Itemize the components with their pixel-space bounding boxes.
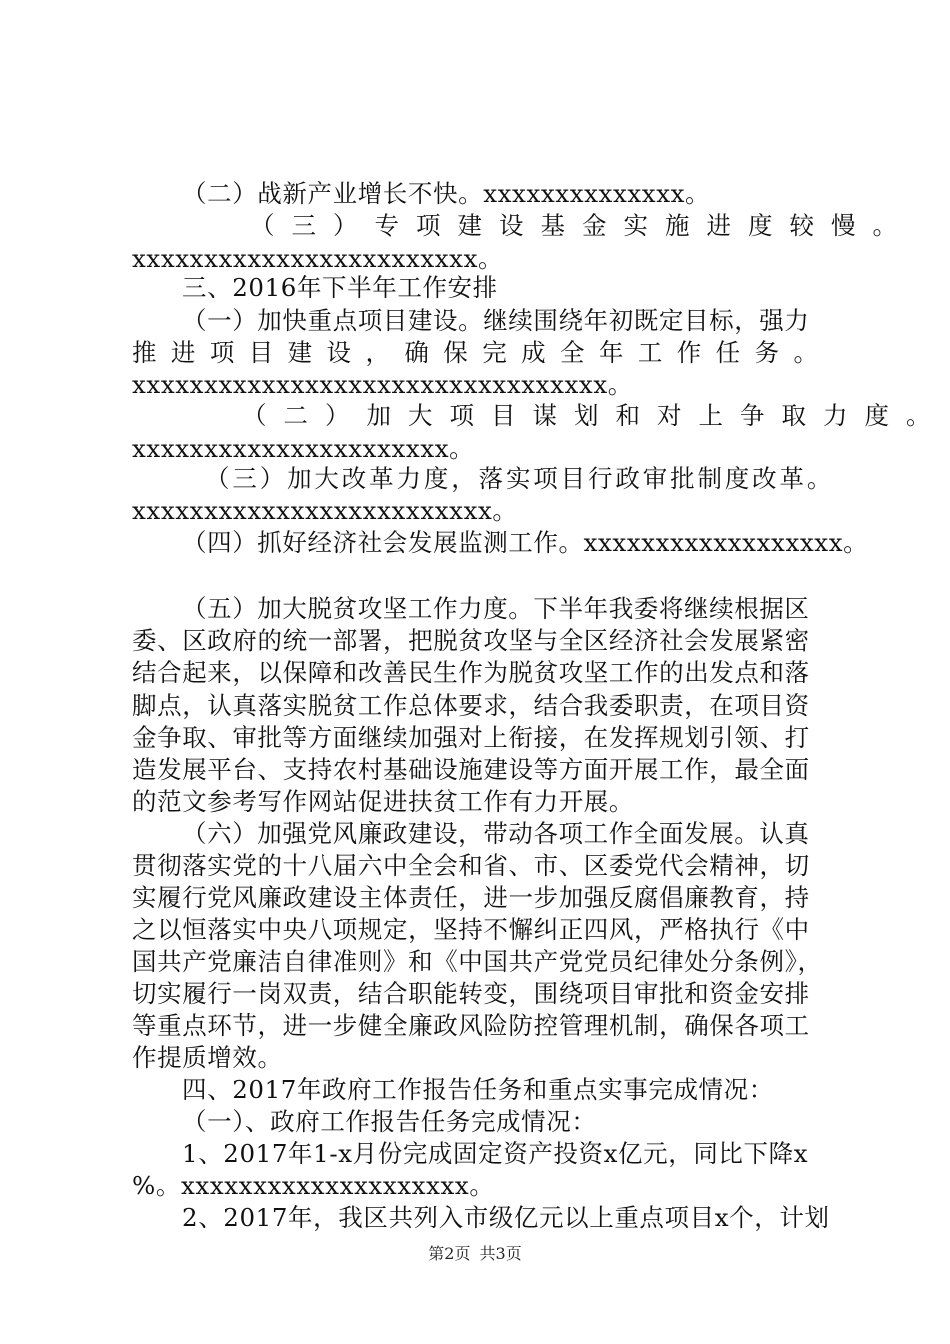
paragraph-line: xxxxxxxxxxxxxxxxxxxxxx。 (132, 434, 475, 463)
paragraph-line: （五）加大脱贫攻坚工作力度。下半年我委将继续根据区 (182, 594, 810, 623)
paragraph-line: 推进项目建设，确保完成全年工作任务。 (132, 338, 832, 367)
section-heading: 四、2017年政府工作报告任务和重点实事完成情况： (182, 1075, 774, 1104)
paragraph-line: （四）抓好经济社会发展监测工作。xxxxxxxxxxxxxxxxxx。 (182, 528, 869, 557)
paragraph-line: （二）战新产业增长不快。xxxxxxxxxxxxxx。 (182, 179, 711, 208)
paragraph-line: xxxxxxxxxxxxxxxxxxxxxxxxxxxxxxxxx。 (132, 370, 633, 399)
section-heading: 三、2016年下半年工作安排 (182, 273, 498, 302)
paragraph-line: 金争取、审批等方面继续加强对上衔接，在发挥规划引领、打 (132, 723, 810, 752)
paragraph-line: （三）专项建设基金实施进度较慢。 (250, 211, 914, 240)
paragraph-line: 的范文参考写作网站促进扶贫工作有力开展。 (132, 787, 634, 816)
paragraph-line: 之以恒落实中央八项规定，坚持不懈纠正四风，严格执行《中 (132, 915, 810, 944)
page-number: 第2页 (428, 1244, 471, 1263)
paragraph-line: 2、2017年，我区共列入市级亿元以上重点项目x个，计划 (182, 1203, 830, 1232)
paragraph-line: 等重点环节，进一步健全廉政风险防控管理机制，确保各项工 (132, 1011, 810, 1040)
paragraph-line: （三）加大改革力度，落实项目行政审批制度改革。 (205, 464, 832, 493)
paragraph-line: （六）加强党风廉政建设，带动各项工作全面发展。认真 (182, 819, 810, 848)
page-footer (0, 1244, 950, 1264)
paragraph-line: 结合起来，以保障和改善民生作为脱贫攻坚工作的出发点和落 (132, 658, 810, 687)
paragraph-line: 1、2017年1-x月份完成固定资产投资x亿元，同比下降x (182, 1139, 809, 1168)
page-total: 共3页 (479, 1244, 522, 1263)
paragraph-line: （一）加快重点项目建设。继续围绕年初既定目标，强力 (182, 306, 810, 335)
paragraph-line: 国共产党廉洁自律准则》和《中国共产党党员纪律处分条例》， (132, 947, 823, 976)
paragraph-line: 实履行党风廉政建设主体责任，进一步加强反腐倡廉教育，持 (132, 883, 810, 912)
paragraph-line: 脚点，认真落实脱贫工作总体要求，结合我委职责，在项目资 (132, 691, 810, 720)
paragraph-line: 委、区政府的统一部署，把脱贫攻坚与全区经济社会发展紧密 (132, 626, 810, 655)
paragraph-line: 造发展平台、支持农村基础设施建设等方面开展工作，最全面 (132, 755, 810, 784)
paragraph-line: %。xxxxxxxxxxxxxxxxxxxx。 (132, 1171, 495, 1200)
paragraph-line: （一）、政府工作报告任务完成情况： (182, 1107, 597, 1136)
paragraph-line: 贯彻落实党的十八届六中全会和省、市、区委党代会精神，切 (132, 851, 810, 880)
paragraph-line: xxxxxxxxxxxxxxxxxxxxxxxx。 (132, 244, 504, 273)
paragraph-line: xxxxxxxxxxxxxxxxxxxxxxxxx。 (132, 496, 518, 525)
paragraph-line: 切实履行一岗双责，结合职能转变，围绕项目审批和资金安排 (132, 979, 810, 1008)
paragraph-line: 作提质增效。 (132, 1043, 283, 1072)
paragraph-line: （二）加大项目谋划和对上争取力度。 (242, 401, 948, 430)
